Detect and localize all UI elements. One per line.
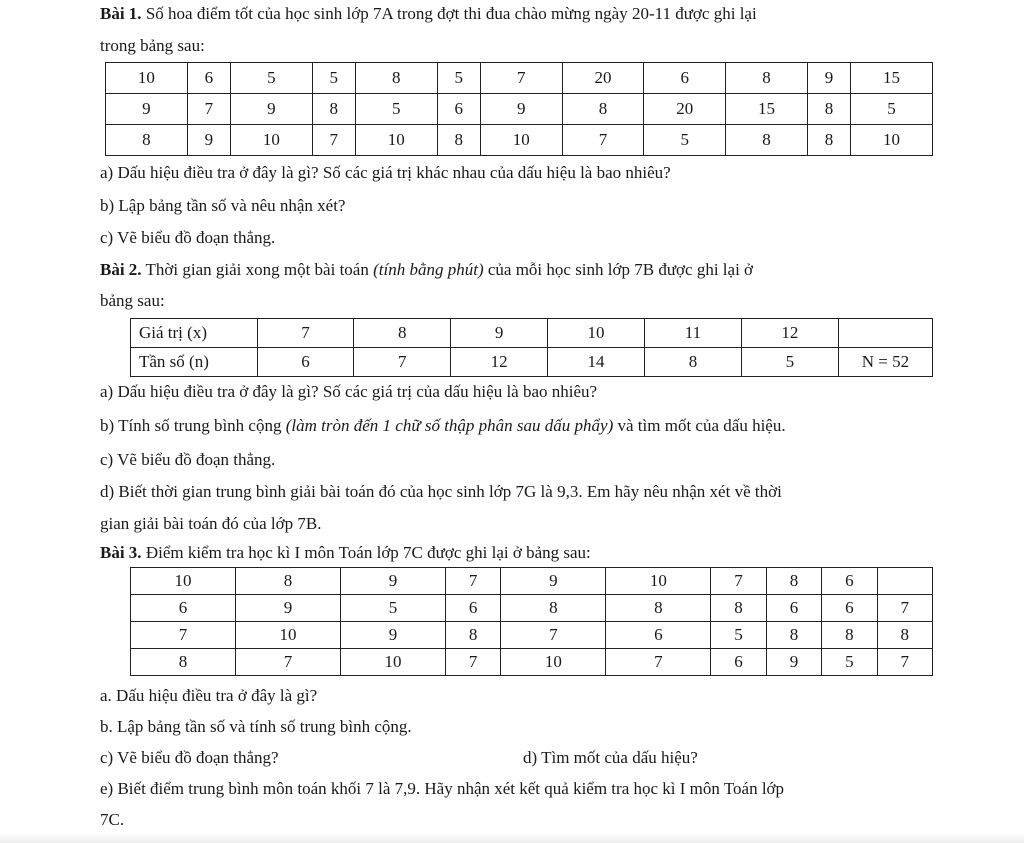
table-cell: 6	[711, 649, 766, 676]
bai2-heading: Bài 2.	[100, 260, 142, 279]
table-cell: 9	[340, 568, 445, 595]
table-cell: 9	[807, 63, 850, 94]
table-cell: 8	[312, 94, 355, 125]
table-cell	[877, 568, 932, 595]
table-cell: 8	[131, 649, 236, 676]
table-cell: 8	[822, 622, 877, 649]
bai3-intro	[100, 543, 591, 563]
table-cell: 7	[445, 568, 500, 595]
table-cell: 10	[230, 125, 312, 156]
table-cell: 7	[480, 63, 562, 94]
table-cell: 12	[451, 348, 548, 377]
table-cell: 8	[766, 568, 821, 595]
table-cell: 8	[711, 595, 766, 622]
table-cell: Tần số (n)	[131, 348, 258, 377]
table-cell: 8	[645, 348, 742, 377]
table-cell: 6	[257, 348, 354, 377]
table-cell: 5	[230, 63, 312, 94]
table-cell: 6	[644, 63, 726, 94]
table-cell: 8	[437, 125, 480, 156]
table-cell: 8	[726, 63, 808, 94]
table-cell: 5	[711, 622, 766, 649]
table-cell: 7	[877, 649, 932, 676]
table-cell: 6	[822, 568, 877, 595]
table-cell: 8	[562, 94, 644, 125]
table-cell: 8	[235, 568, 340, 595]
bai2-question-b-italic: (làm tròn đến 1 chữ số thập phân sau dấu phẩy)	[285, 416, 614, 435]
table-cell: 9	[766, 649, 821, 676]
bai2-question-a: a) Dấu hiệu điều tra ở đây là gì? Số các giá trị của dấu hiệu là bao nhiêu?	[100, 382, 598, 401]
table-cell: 9	[501, 568, 606, 595]
table-cell: 7	[877, 595, 932, 622]
bai2-text-b: của mỗi học sinh lớp 7B được ghi lại ở	[483, 260, 754, 279]
table-cell: 11	[645, 319, 742, 348]
table-cell: 20	[644, 94, 726, 125]
bai1-heading: Bài 1.	[100, 4, 142, 23]
table-cell: 9	[480, 94, 562, 125]
table-cell: 10	[131, 568, 236, 595]
table-cell: 7	[131, 622, 236, 649]
table-cell: 8	[877, 622, 932, 649]
table-cell: 10	[106, 63, 188, 94]
table-cell: 8	[106, 125, 188, 156]
bai2-intro-cont: bảng sau:	[100, 291, 165, 310]
table-cell: 5	[437, 63, 480, 94]
table-cell	[838, 319, 932, 348]
table-cell: 8	[445, 622, 500, 649]
table-cell: 8	[807, 125, 850, 156]
table-cell: 8	[501, 595, 606, 622]
table-cell: 15	[726, 94, 808, 125]
table-cell: 10	[501, 649, 606, 676]
bai3-question-b: b. Lập bảng tần số và tính số trung bình cộng.	[100, 717, 412, 736]
table-cell: 8	[726, 125, 808, 156]
table-row	[131, 649, 933, 676]
bai3-question-c: c) Vẽ biểu đồ đoạn thẳng?	[100, 748, 279, 767]
bai1-intro-cont: trong bảng sau:	[100, 36, 205, 55]
table-cell: 10	[548, 319, 645, 348]
table-row	[106, 125, 933, 156]
table-row	[131, 348, 933, 377]
bai1-data-table	[105, 62, 933, 156]
table-row	[131, 319, 933, 348]
table-cell: 7	[235, 649, 340, 676]
table-row	[131, 595, 933, 622]
bai2-question-b-text-a: b) Tính số trung bình cộng	[100, 416, 286, 435]
table-cell: 9	[187, 125, 230, 156]
table-row	[106, 63, 933, 94]
table-cell: 5	[355, 94, 437, 125]
table-cell: 15	[851, 63, 933, 94]
table-cell: 6	[131, 595, 236, 622]
table-cell: 10	[355, 125, 437, 156]
bai3-question-e: e) Biết điểm trung bình môn toán khối 7 là 7,9. Hãy nhận xét kết quả kiểm tra học kì I môn Toán lớp	[100, 779, 785, 798]
bai1-question-b: b) Lập bảng tần số và nêu nhận xét?	[100, 196, 346, 215]
table-cell: 7	[257, 319, 354, 348]
table-cell: 5	[741, 348, 838, 377]
table-cell: Giá trị (x)	[131, 319, 258, 348]
bai1-question-a: a) Dấu hiệu điều tra ở đây là gì? Số các giá trị khác nhau của dấu hiệu là bao nhiêu?	[100, 163, 671, 182]
bai3-heading: Bài 3.	[100, 543, 142, 562]
table-cell: 6	[606, 622, 711, 649]
table-cell: 9	[340, 622, 445, 649]
table-cell: 9	[451, 319, 548, 348]
table-cell: 9	[235, 595, 340, 622]
table-cell: 7	[312, 125, 355, 156]
table-cell: 10	[606, 568, 711, 595]
table-cell: 5	[644, 125, 726, 156]
table-cell: 5	[851, 94, 933, 125]
table-cell: 7	[501, 622, 606, 649]
bai2-text-italic: (tính bằng phút)	[373, 260, 484, 279]
bai3-question-e-cont: 7C.	[100, 810, 125, 829]
table-cell: 14	[548, 348, 645, 377]
table-cell: 9	[230, 94, 312, 125]
table-cell: 7	[562, 125, 644, 156]
table-cell: 7	[187, 94, 230, 125]
bai3-question-d: d) Tìm mốt của dấu hiệu?	[523, 748, 698, 767]
bai2-frequency-table	[130, 318, 933, 377]
table-cell: 5	[340, 595, 445, 622]
table-cell: 8	[606, 595, 711, 622]
bai3-score-table	[130, 567, 933, 676]
table-cell: 10	[235, 622, 340, 649]
table-cell: 8	[355, 63, 437, 94]
table-cell: 20	[562, 63, 644, 94]
table-cell: 7	[354, 348, 451, 377]
table-cell: 8	[807, 94, 850, 125]
table-cell: 12	[741, 319, 838, 348]
bai2-question-b	[100, 416, 786, 436]
bai2-intro	[100, 260, 753, 280]
bai2-text-a: Thời gian giải xong một bài toán	[141, 260, 374, 279]
bai2-question-d: d) Biết thời gian trung bình giải bài toán đó của học sinh lớp 7G là 9,3. Em hãy nêu nhận xét về thời	[100, 482, 782, 501]
table-cell: 8	[354, 319, 451, 348]
table-cell: 6	[822, 595, 877, 622]
table-cell: 7	[606, 649, 711, 676]
table-cell: 9	[106, 94, 188, 125]
table-cell: 10	[340, 649, 445, 676]
bai2-question-b-text-b: và tìm mốt của dấu hiệu.	[613, 416, 786, 435]
table-row	[106, 94, 933, 125]
bai1-intro	[100, 4, 757, 24]
bai2-question-c: c) Vẽ biểu đồ đoạn thẳng.	[100, 450, 276, 469]
bai2-question-d-cont: gian giải bài toán đó của lớp 7B.	[100, 514, 322, 533]
bai1-question-c: c) Vẽ biểu đồ đoạn thẳng.	[100, 228, 276, 247]
table-cell: 10	[851, 125, 933, 156]
page-bottom-edge	[0, 833, 1024, 843]
bai1-text: Số hoa điểm tốt của học sinh lớp 7A trong đợt thi đua chào mừng ngày 20-11 được ghi lại	[141, 4, 757, 23]
table-row	[131, 622, 933, 649]
table-cell: 7	[445, 649, 500, 676]
table-cell: N = 52	[838, 348, 932, 377]
bai3-question-a: a. Dấu hiệu điều tra ở đây là gì?	[100, 686, 318, 705]
table-cell: 6	[187, 63, 230, 94]
table-cell: 6	[766, 595, 821, 622]
table-row	[131, 568, 933, 595]
table-cell: 6	[445, 595, 500, 622]
table-cell: 6	[437, 94, 480, 125]
bai3-text: Điểm kiểm tra học kì I môn Toán lớp 7C được ghi lại ở bảng sau:	[141, 543, 591, 562]
table-cell: 8	[766, 622, 821, 649]
table-cell: 5	[312, 63, 355, 94]
table-cell: 5	[822, 649, 877, 676]
table-cell: 10	[480, 125, 562, 156]
table-cell: 7	[711, 568, 766, 595]
